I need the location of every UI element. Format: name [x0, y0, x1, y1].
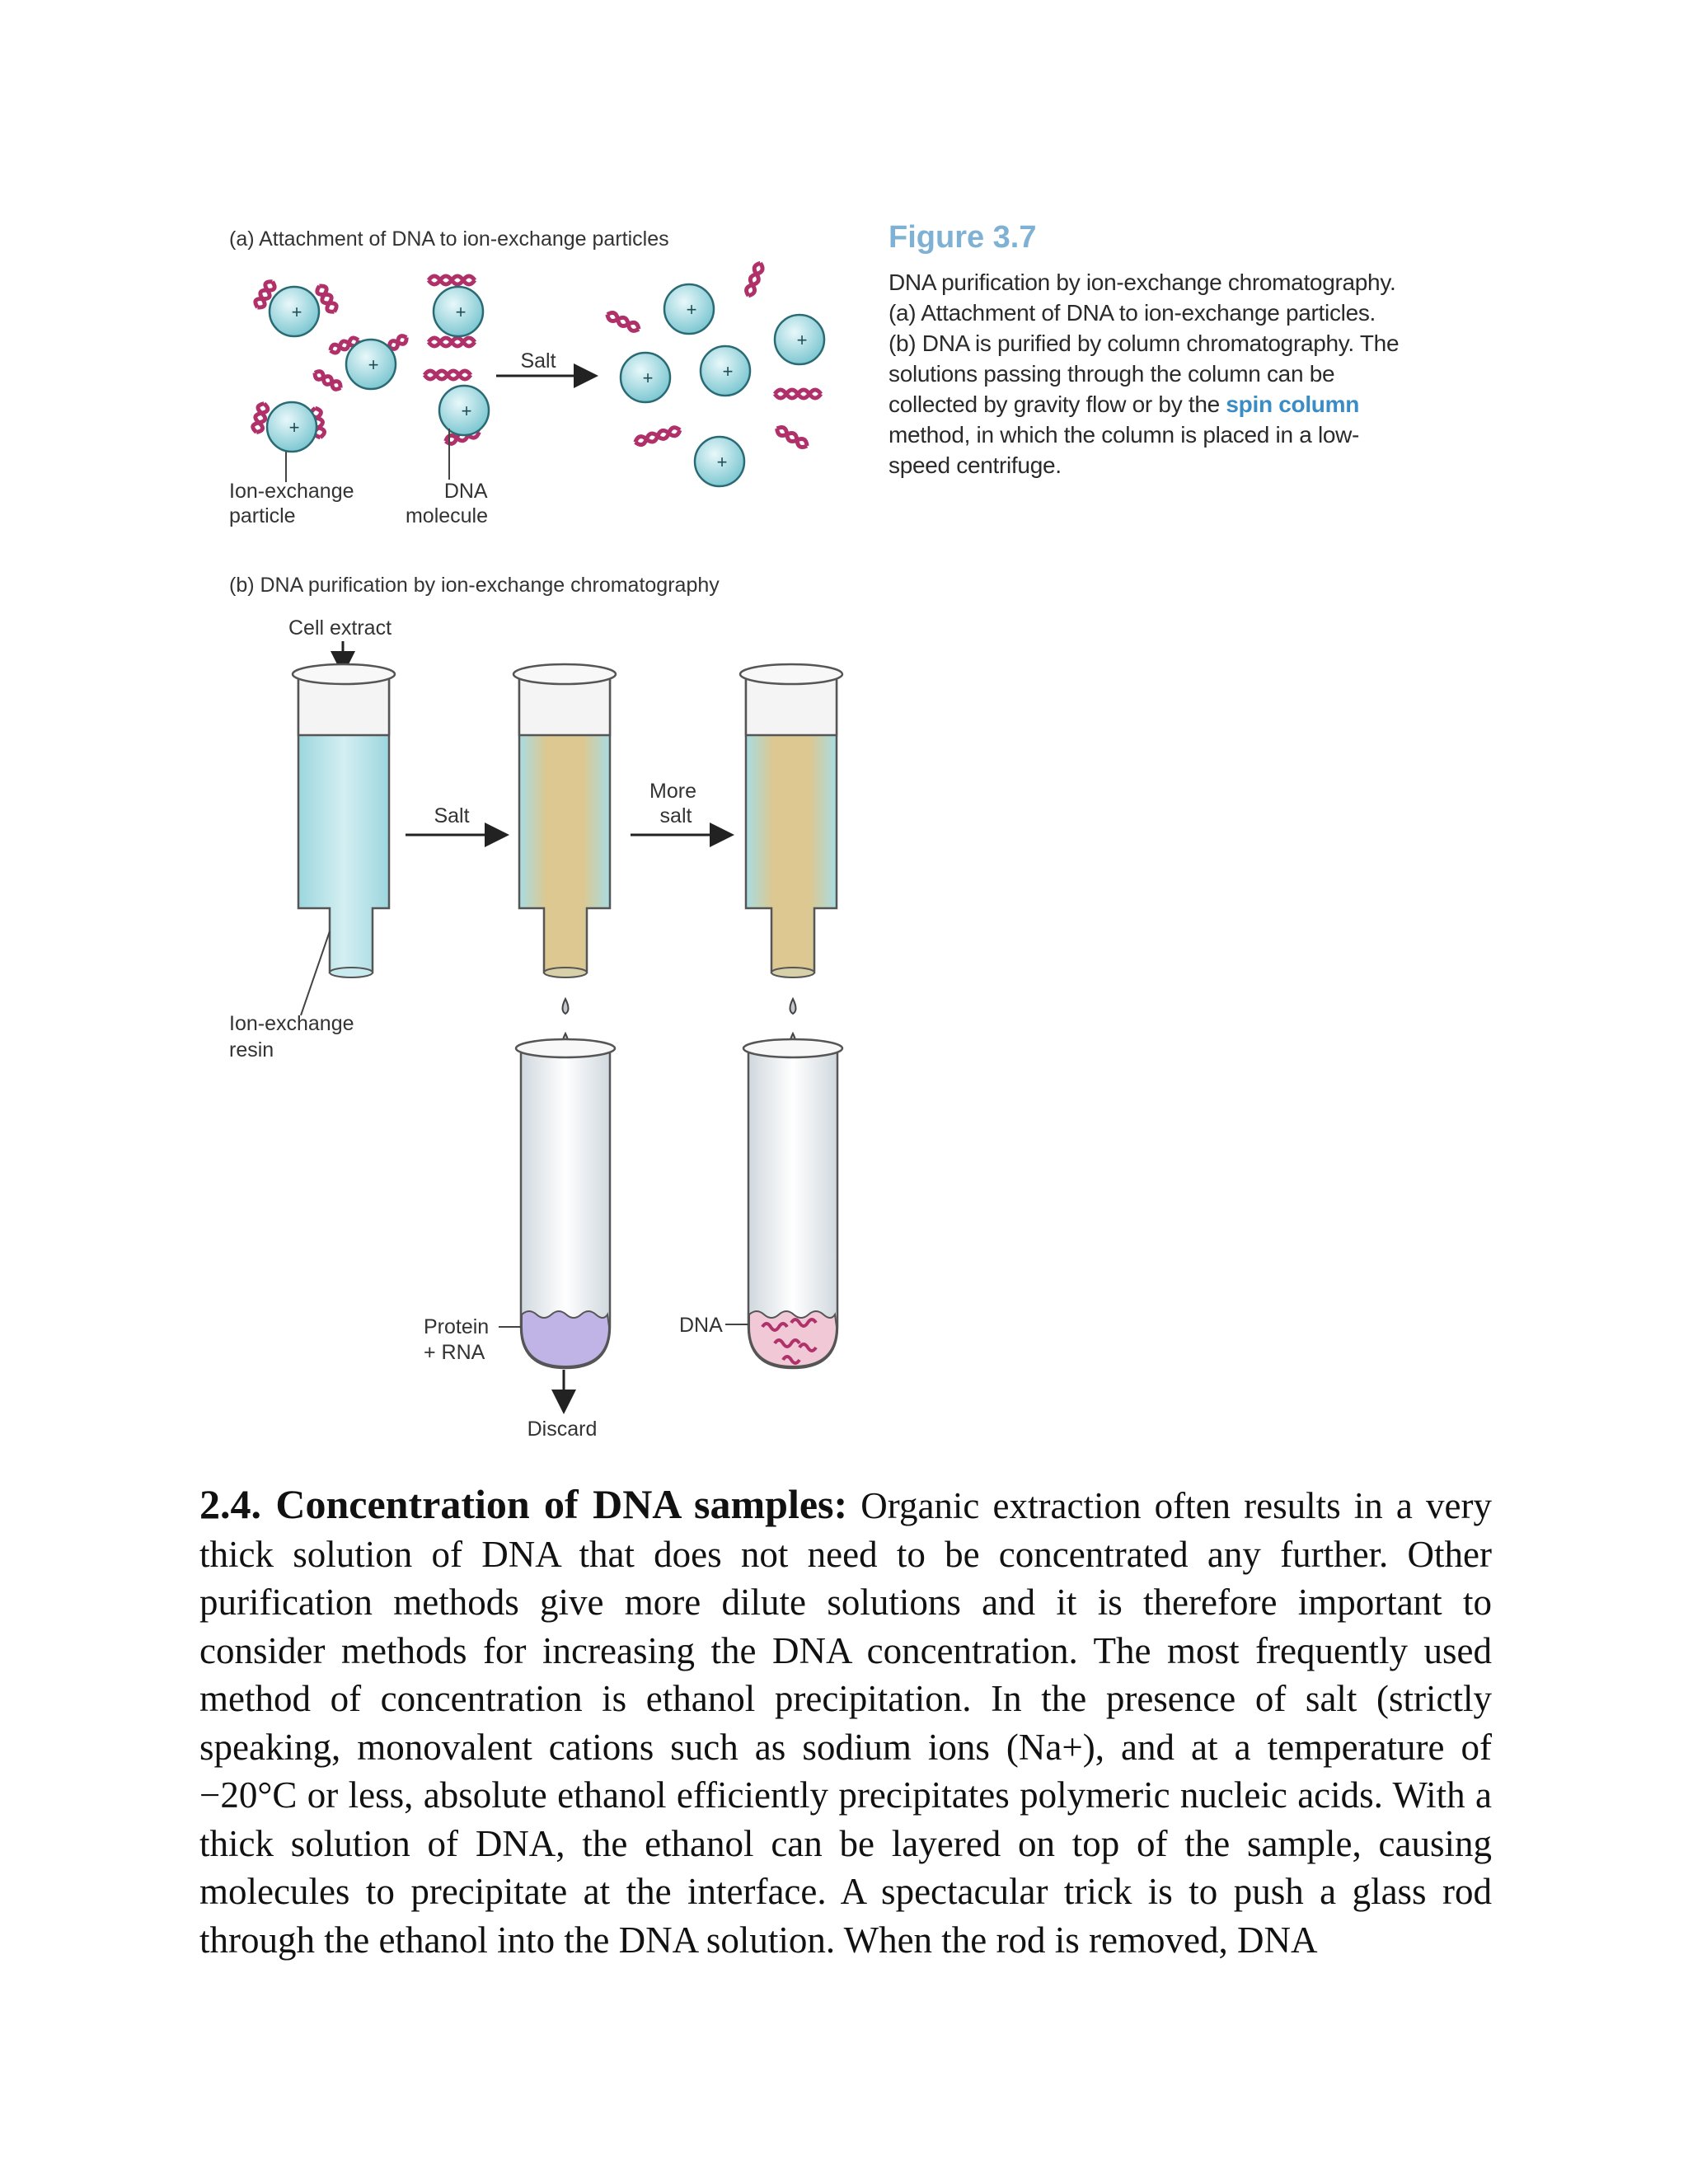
salt-label: Salt: [434, 804, 470, 827]
svg-text:+: +: [642, 368, 654, 388]
label-dna-molecule: DNA molecule: [405, 480, 489, 527]
dna-label: DNA: [679, 1314, 723, 1337]
cell-extract-label: Cell extract: [288, 616, 392, 640]
svg-text:+: +: [461, 401, 472, 421]
more-salt-label: More salt: [649, 780, 697, 827]
figure-caption: [889, 221, 1400, 480]
caption-body: DNA purification by ion-exchange chromatography. (a) Attachment of DNA to ion-exchange particles. (b) DNA is purified by column chromatography. The solutions passing through the column can be collected by gravity flow or by the spin column method, in which the column is placed in a low-speed centrifuge.: [889, 269, 1400, 478]
svg-text:+: +: [722, 361, 734, 382]
spin-column-term: spin column: [1226, 391, 1360, 417]
svg-text:+: +: [288, 417, 300, 438]
panel-b-title: (b) DNA purification by ion-exchange chromatography: [229, 574, 720, 597]
section-body: Organic extraction often results in a very thick solution of DNA that does not need to be concentrated any further. Other purification methods give more dilute solutions and it is therefore important to consider methods for increasing the DNA concentration. The most frequently used method of concentration is ethanol precipitation. In the presence of salt (strictly speaking, monovalent cations such as sodium ions (Na+), and at a temperature of −20°C or less, absolute ethanol efficiently precipitates polymeric nucleic acids. With a thick solution of DNA, the ethanol can be layered on top of the sample, causing molecules to precipitate at the interface. A spectacular trick is to push a glass rod through the ethanol into the DNA solution. When the rod is removed, DNA: [199, 1485, 1492, 1961]
caption-title: Figure 3.7: [889, 220, 1037, 255]
protein-rna-label: Protein + RNA: [424, 1315, 490, 1364]
resin-label: Ion-exchange resin: [229, 1012, 354, 1062]
collection-tube-dna: [743, 1039, 842, 1368]
discard-label: Discard: [527, 1418, 598, 1441]
column-1: [293, 664, 395, 977]
section-paragraph: [199, 1480, 1492, 1964]
svg-text:+: +: [291, 302, 302, 322]
svg-text:+: +: [716, 452, 728, 472]
collection-tube-protein: [516, 1039, 615, 1368]
section-heading: 2.4. Concentration of DNA samples:: [199, 1481, 848, 1527]
svg-text:+: +: [686, 299, 697, 320]
column-3: [740, 664, 842, 977]
svg-text:+: +: [368, 354, 379, 375]
column-2: [513, 664, 616, 977]
svg-text:+: +: [455, 302, 467, 322]
panel-a-title: (a) Attachment of DNA to ion-exchange particles: [229, 227, 669, 251]
panel-a-arrow-label: Salt: [520, 349, 556, 373]
label-ion-exchange-particle: Ion-exchange particle: [229, 480, 354, 527]
ion-exchange-particles: [267, 284, 824, 486]
svg-text:+: +: [796, 330, 808, 350]
